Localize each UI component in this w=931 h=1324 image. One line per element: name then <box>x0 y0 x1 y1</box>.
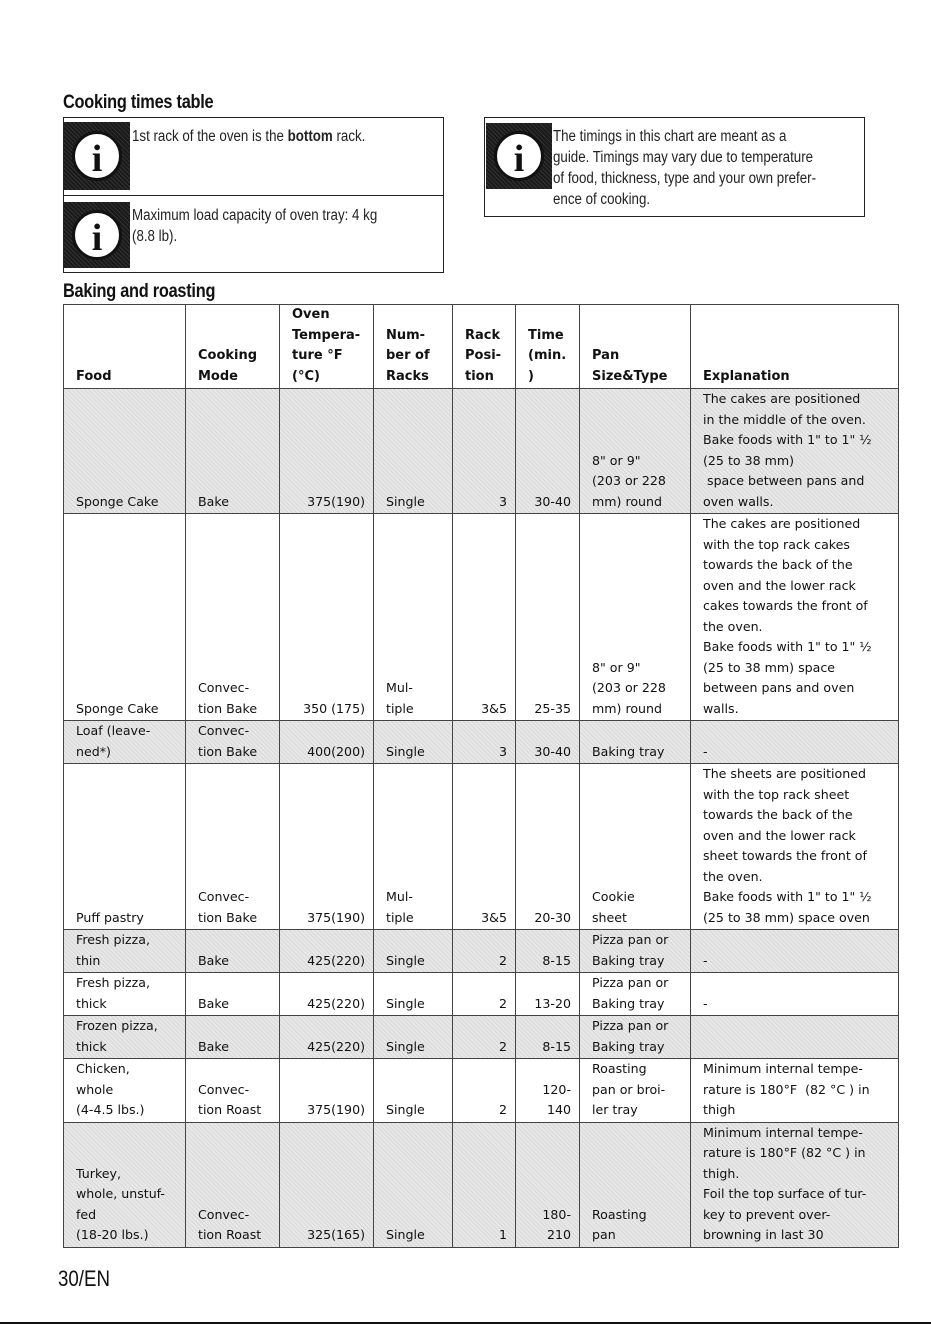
temperature-cell: 400(200) <box>280 721 374 764</box>
note-timings-text: The timings in this chart are meant as a guide. Timings may vary due to temperature of food, thickness, type and your own prefer- ence of cooking. <box>553 128 817 208</box>
racks-cell: Single <box>374 1059 453 1123</box>
time-cell: 180- 210 <box>516 1122 580 1247</box>
table-row <box>64 389 899 514</box>
pan-cell: Roasting pan or broi- ler tray <box>580 1059 691 1123</box>
table-row <box>64 1122 899 1247</box>
info-icon: i <box>64 202 130 268</box>
rack-position-cell: 3&5 <box>453 514 516 721</box>
rack-position-cell: 3&5 <box>453 764 516 930</box>
section-title: Cooking times table <box>63 92 214 113</box>
page-number: 30/EN <box>58 1266 110 1291</box>
racks-cell: Single <box>374 1016 453 1059</box>
temperature-cell: 325(165) <box>280 1122 374 1247</box>
explanation-cell: Minimum internal tempe- rature is 180°F (82 °C ) in thigh. Foil the top surface of tur- key to prevent over- browning in last 30 <box>691 1122 899 1247</box>
temperature-cell: 350 (175) <box>280 514 374 721</box>
pan-cell: Cookie sheet <box>580 764 691 930</box>
explanation-cell: The cakes are positioned with the top rack cakes towards the back of the oven and the lower rack cakes towards the front of the oven. Bake foods with 1" to 1" ½ (25 to 38 mm) space between pans and oven walls. <box>691 514 899 721</box>
time-cell: 13-20 <box>516 973 580 1016</box>
time-cell: 30-40 <box>516 389 580 514</box>
header-cooking-mode: Cooking Mode <box>186 305 280 389</box>
cooking-mode-cell: Bake <box>186 930 280 973</box>
food-cell: Sponge Cake <box>64 514 186 721</box>
time-cell: 25-35 <box>516 514 580 721</box>
racks-cell: Mul- tiple <box>374 764 453 930</box>
info-icon: i <box>486 123 552 189</box>
food-cell: Turkey, whole, unstuf- fed (18-20 lbs.) <box>64 1122 186 1247</box>
racks-cell: Single <box>374 930 453 973</box>
time-cell: 20-30 <box>516 764 580 930</box>
note-box-right <box>484 117 865 217</box>
rack-position-cell: 2 <box>453 1016 516 1059</box>
cooking-mode-cell: Convec- tion Bake <box>186 721 280 764</box>
rack-position-cell: 3 <box>453 721 516 764</box>
temperature-cell: 425(220) <box>280 1016 374 1059</box>
header-time: Time (min. ) <box>516 305 580 389</box>
rack-position-cell: 2 <box>453 1059 516 1123</box>
cooking-mode-cell: Bake <box>186 1016 280 1059</box>
cooking-mode-cell: Convec- tion Bake <box>186 764 280 930</box>
header-rack-position: Rack Posi- tion <box>453 305 516 389</box>
rack-position-cell: 1 <box>453 1122 516 1247</box>
racks-cell: Single <box>374 389 453 514</box>
table-row <box>64 1016 899 1059</box>
food-cell: Frozen pizza, thick <box>64 1016 186 1059</box>
subsection-title: Baking and roasting <box>63 281 216 302</box>
rack-position-cell: 3 <box>453 389 516 514</box>
note-load <box>64 196 443 272</box>
pan-cell: 8" or 9" (203 or 228 mm) round <box>580 514 691 721</box>
table-header-row <box>64 305 899 389</box>
explanation-cell: - <box>691 721 899 764</box>
temperature-cell: 375(190) <box>280 764 374 930</box>
racks-cell: Single <box>374 721 453 764</box>
header-pan: Pan Size&Type <box>580 305 691 389</box>
table-row <box>64 1059 899 1123</box>
pan-cell: Roasting pan <box>580 1122 691 1247</box>
racks-cell: Mul- tiple <box>374 514 453 721</box>
note-box-left <box>63 117 444 273</box>
time-cell: 8-15 <box>516 930 580 973</box>
time-cell: 30-40 <box>516 721 580 764</box>
temperature-cell: 425(220) <box>280 973 374 1016</box>
pan-cell: Pizza pan or Baking tray <box>580 930 691 973</box>
food-cell: Sponge Cake <box>64 389 186 514</box>
pan-cell: 8" or 9" (203 or 228 mm) round <box>580 389 691 514</box>
food-cell: Fresh pizza, thin <box>64 930 186 973</box>
pan-cell: Pizza pan or Baking tray <box>580 973 691 1016</box>
temperature-cell: 375(190) <box>280 389 374 514</box>
racks-cell: Single <box>374 973 453 1016</box>
note-rack-text: 1st rack of the oven is the bottom rack. <box>132 128 366 145</box>
table-row <box>64 721 899 764</box>
food-cell: Loaf (leave- ned*) <box>64 721 186 764</box>
explanation-cell <box>691 1016 899 1059</box>
table-row <box>64 764 899 930</box>
explanation-cell: The sheets are positioned with the top rack sheet towards the back of the oven and the lower rack sheet towards the front of the oven. Bake foods with 1" to 1" ½ (25 to 38 mm) space oven <box>691 764 899 930</box>
pan-cell: Baking tray <box>580 721 691 764</box>
time-cell: 8-15 <box>516 1016 580 1059</box>
pan-cell: Pizza pan or Baking tray <box>580 1016 691 1059</box>
header-number-of-racks: Num- ber of Racks <box>374 305 453 389</box>
explanation-cell: The cakes are positioned in the middle of the oven. Bake foods with 1" to 1" ½ (25 to 38 mm) space between pans and oven walls. <box>691 389 899 514</box>
rack-position-cell: 2 <box>453 930 516 973</box>
table-row <box>64 973 899 1016</box>
cooking-times-table <box>63 304 899 1248</box>
cooking-mode-cell: Convec- tion Bake <box>186 514 280 721</box>
table-row <box>64 930 899 973</box>
header-food: Food <box>64 305 186 389</box>
note-rack <box>64 118 443 196</box>
cooking-mode-cell: Convec- tion Roast <box>186 1059 280 1123</box>
cooking-mode-cell: Convec- tion Roast <box>186 1122 280 1247</box>
explanation-cell: - <box>691 930 899 973</box>
explanation-cell: - <box>691 973 899 1016</box>
time-cell: 120- 140 <box>516 1059 580 1123</box>
food-cell: Chicken, whole (4-4.5 lbs.) <box>64 1059 186 1123</box>
temperature-cell: 425(220) <box>280 930 374 973</box>
cooking-mode-cell: Bake <box>186 389 280 514</box>
header-explanation: Explanation <box>691 305 899 389</box>
temperature-cell: 375(190) <box>280 1059 374 1123</box>
food-cell: Fresh pizza, thick <box>64 973 186 1016</box>
cooking-mode-cell: Bake <box>186 973 280 1016</box>
rack-position-cell: 2 <box>453 973 516 1016</box>
note-load-text: Maximum load capacity of oven tray: 4 kg (8.8 lb). <box>132 207 378 245</box>
header-oven-temperature: Oven Tempera- ture °F (°C) <box>280 305 374 389</box>
info-icon: i <box>64 122 130 190</box>
racks-cell: Single <box>374 1122 453 1247</box>
food-cell: Puff pastry <box>64 764 186 930</box>
explanation-cell: Minimum internal tempe- rature is 180°F (82 °C ) in thigh <box>691 1059 899 1123</box>
table-row <box>64 514 899 721</box>
